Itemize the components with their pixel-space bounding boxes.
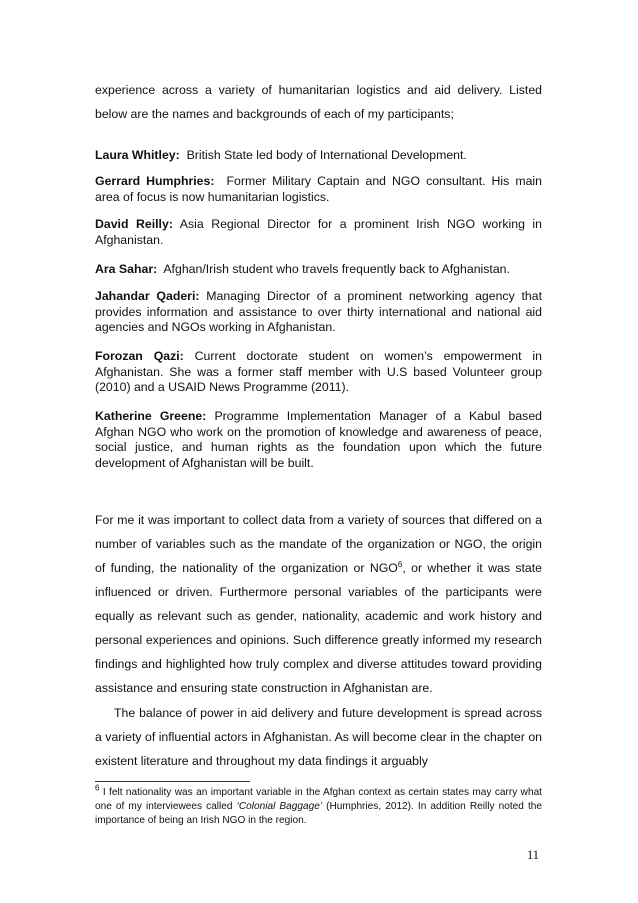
- participant-name: Forozan Qazi:: [95, 349, 184, 363]
- body-text: , or whether it was state influenced or driven. Furthermore personal variables of the participants were equally as relevant such as gender, nationality, academic and work history and personal experiences and opinions. Such difference greatly informed my research findings and highlighted how truly complex and diverse attitudes toward providing assistance and ensuring state construction in Afghanistan are.: [95, 561, 543, 695]
- footnote-text: (Humphries, 2012). In addition Reilly noted the importance of being an Irish NGO in the region.: [95, 801, 542, 826]
- participant-description: Programme Implementation Manager of a Kabul based Afghan NGO who work on the promotion of knowledge and awareness of peace, social justice, and human rights as the foundation upon which the future development of Afghanistan will be built.: [95, 409, 543, 470]
- participant-description: Former Military Captain and NGO consultant. His main area of focus is now humanitarian logistics.: [95, 174, 542, 204]
- participant-name: Jahandar Qaderi:: [95, 289, 200, 303]
- participant-description: Afghan/Irish student who travels frequently back to Afghanistan.: [163, 262, 510, 276]
- footnote-number: 6: [95, 783, 100, 793]
- participant-entry: [95, 262, 542, 278]
- intro-paragraph: [95, 78, 542, 126]
- participant-name: Ara Sahar:: [95, 262, 158, 276]
- participant-name: Laura Whitley:: [95, 148, 180, 162]
- body-paragraph: [95, 701, 542, 773]
- footnote: [95, 783, 542, 828]
- participant-entry: [95, 174, 542, 205]
- body-paragraph: [95, 508, 542, 700]
- participant-description: Managing Director of a prominent networking agency that provides information and assistance to over thirty international and national aid agencies and NGOs working in Afghanistan.: [95, 289, 542, 335]
- footnote-reference: 6: [397, 559, 403, 569]
- participant-description: British State led body of International Development.: [186, 148, 467, 162]
- participant-name: Katherine Greene:: [95, 409, 207, 423]
- intro-text: experience across a variety of humanitarian logistics and aid delivery. Listed below are the names and backgrounds of each of my participants;: [95, 83, 542, 121]
- participant-entry: [95, 217, 542, 248]
- participant-entry: [95, 148, 542, 164]
- participant-name: Gerrard Humphries:: [95, 174, 215, 188]
- participant-name: David Reilly:: [95, 217, 173, 231]
- footnote-quote: ‘Colonial Baggage’: [236, 801, 323, 812]
- footnote-divider: [95, 781, 250, 782]
- page-number: 11: [527, 848, 540, 862]
- body-text: The balance of power in aid delivery and future development is spread across a variety of influential actors in Afghanistan. As will become clear in the chapter on existent literature and throughout my data findings it arguably: [95, 706, 542, 768]
- participant-description: Asia Regional Director for a prominent Irish NGO working in Afghanistan.: [95, 217, 542, 247]
- participant-entry: [95, 289, 542, 336]
- participant-entry: [95, 349, 542, 396]
- participant-description: Current doctorate student on women’s empowerment in Afghanistan. She was a former staff member with U.S based Volunteer group (2010) and a USAID News Programme (2011).: [95, 349, 542, 395]
- footnote-text: I felt nationality was an important variable in the Afghan context as certain states may carry what one of my interviewees called: [95, 787, 542, 812]
- participant-entry: [95, 409, 542, 471]
- body-text: For me it was important to collect data from a variety of sources that differed on a number of variables such as the mandate of the organization or NGO, the origin of funding, the nationality of the organization or NGO: [95, 513, 542, 575]
